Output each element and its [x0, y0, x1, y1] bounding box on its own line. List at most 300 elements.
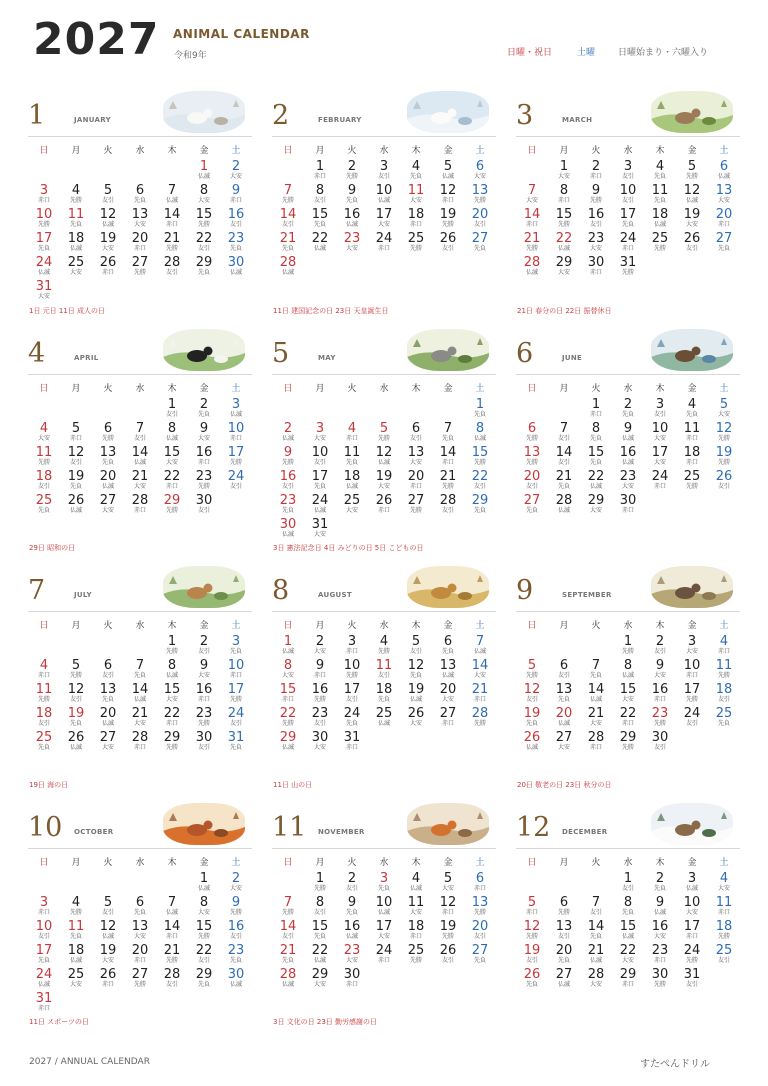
day-number: 24 — [375, 231, 393, 246]
day-cell — [400, 657, 432, 681]
rokuyo-label: 仏滅 — [557, 981, 570, 988]
day-cell — [548, 420, 580, 444]
day-cell — [368, 158, 400, 182]
day-number: 4 — [719, 871, 729, 886]
day-cell — [644, 633, 676, 657]
day-number: 24 — [227, 469, 245, 484]
rokuyo-label: 赤口 — [345, 744, 358, 751]
month-number: 8 — [272, 575, 290, 606]
rokuyo-label: 大安 — [133, 221, 146, 228]
rokuyo-label: 赤口 — [37, 909, 50, 916]
panda-illustration — [163, 329, 245, 371]
month-header — [516, 569, 740, 612]
day-cell — [336, 182, 368, 206]
day-cell — [28, 966, 60, 990]
day-number: 30 — [279, 517, 297, 532]
weekday-label: 水 — [135, 146, 145, 156]
month-february — [272, 94, 496, 278]
day-number: 19 — [67, 706, 85, 721]
rokuyo-label: 大安 — [377, 221, 390, 228]
day-cell — [580, 681, 612, 705]
rokuyo-label: 友引 — [717, 696, 730, 703]
day-cell — [400, 158, 432, 182]
day-cell — [400, 942, 432, 966]
day-cell — [676, 444, 708, 468]
weekday-label: 月 — [315, 858, 325, 868]
day-cell — [580, 254, 612, 278]
day-cell — [60, 681, 92, 705]
rokuyo-label: 大安 — [409, 459, 422, 466]
day-number: 15 — [619, 682, 637, 697]
rokuyo-label: 仏滅 — [281, 531, 294, 538]
rokuyo-label: 赤口 — [197, 696, 210, 703]
rokuyo-label: 先勝 — [313, 885, 326, 892]
rokuyo-label: 友引 — [525, 696, 538, 703]
rokuyo-label: 大安 — [197, 435, 210, 442]
rokuyo-label: 赤口 — [345, 648, 358, 655]
day-cell — [708, 444, 740, 468]
weekday-label: 日 — [39, 146, 49, 156]
day-number: 16 — [343, 919, 361, 934]
rokuyo-label: 大安 — [589, 507, 602, 514]
weekday-label: 水 — [623, 858, 633, 868]
rokuyo-label: 先負 — [589, 435, 602, 442]
rokuyo-label: 仏滅 — [165, 197, 178, 204]
day-number: 22 — [163, 469, 181, 484]
day-cell — [188, 918, 220, 942]
day-cell — [92, 492, 124, 516]
day-number: 29 — [619, 967, 637, 982]
rokuyo-label: 先負 — [717, 720, 730, 727]
rokuyo-label: 先勝 — [165, 507, 178, 514]
day-number: 15 — [195, 919, 213, 934]
rokuyo-label: 大安 — [197, 909, 210, 916]
rokuyo-label: 大安 — [345, 957, 358, 964]
rokuyo-label: 友引 — [717, 957, 730, 964]
day-cell — [336, 206, 368, 230]
day-number: 17 — [619, 207, 637, 222]
lion-illustration — [407, 566, 489, 608]
month-september — [516, 569, 740, 753]
day-cell — [464, 681, 496, 705]
rokuyo-label: 赤口 — [621, 720, 634, 727]
day-cell — [156, 396, 188, 420]
day-cell — [188, 158, 220, 182]
day-cell — [156, 894, 188, 918]
day-cell — [220, 681, 252, 705]
day-number: 10 — [683, 895, 701, 910]
month-name: JUNE — [562, 354, 583, 362]
rokuyo-label: 先負 — [557, 696, 570, 703]
weekday-label: 月 — [315, 146, 325, 156]
rokuyo-label: 友引 — [229, 720, 242, 727]
day-cell — [336, 633, 368, 657]
rokuyo-label: 赤口 — [229, 672, 242, 679]
day-number: 11 — [375, 658, 393, 673]
day-number: 22 — [471, 469, 489, 484]
day-number: 13 — [131, 207, 149, 222]
weekday-label: 土 — [719, 384, 729, 394]
day-cell — [644, 966, 676, 990]
rokuyo-label: 仏滅 — [165, 909, 178, 916]
rokuyo-label: 仏滅 — [589, 696, 602, 703]
weekday-label: 火 — [347, 858, 357, 868]
day-number: 1 — [199, 871, 209, 886]
weekday-label: 月 — [559, 621, 569, 631]
empty-cell — [124, 633, 156, 657]
empty-cell — [516, 158, 548, 182]
weekday-label: 火 — [591, 621, 601, 631]
rokuyo-label: 先負 — [281, 245, 294, 252]
day-cell — [272, 516, 304, 540]
day-cell — [336, 158, 368, 182]
day-number: 7 — [475, 634, 485, 649]
rokuyo-label: 仏滅 — [525, 269, 538, 276]
day-number: 28 — [279, 255, 297, 270]
rokuyo-label: 先負 — [69, 483, 82, 490]
day-number: 4 — [71, 183, 81, 198]
day-number: 19 — [99, 231, 117, 246]
rokuyo-label: 大安 — [653, 435, 666, 442]
rokuyo-label: 仏滅 — [557, 245, 570, 252]
day-number: 15 — [587, 445, 605, 460]
rokuyo-label: 先勝 — [281, 459, 294, 466]
rokuyo-label: 大安 — [229, 885, 242, 892]
day-cell — [708, 206, 740, 230]
month-header — [272, 806, 496, 849]
rokuyo-label: 仏滅 — [197, 885, 210, 892]
day-cell — [336, 468, 368, 492]
rokuyo-label: 大安 — [313, 648, 326, 655]
weekday-label: 日 — [39, 384, 49, 394]
day-number: 22 — [555, 231, 573, 246]
weekday-label: 金 — [199, 621, 209, 631]
day-cell — [516, 918, 548, 942]
day-cell — [272, 729, 304, 753]
day-cell — [548, 468, 580, 492]
day-number: 27 — [131, 255, 149, 270]
rokuyo-label: 大安 — [69, 981, 82, 988]
day-cell — [124, 420, 156, 444]
day-number: 3 — [347, 634, 357, 649]
day-number: 25 — [35, 493, 53, 508]
day-cell — [124, 206, 156, 230]
day-number: 28 — [131, 493, 149, 508]
day-number: 6 — [103, 658, 113, 673]
rokuyo-label: 大安 — [589, 981, 602, 988]
day-cell — [220, 729, 252, 753]
rokuyo-label: 先勝 — [69, 672, 82, 679]
weekday-label: 土 — [719, 858, 729, 868]
day-number: 26 — [67, 493, 85, 508]
day-cell — [708, 420, 740, 444]
day-number: 19 — [523, 943, 541, 958]
day-cell — [432, 492, 464, 516]
day-number: 5 — [443, 871, 453, 886]
month-name: JANUARY — [74, 116, 111, 124]
day-cell — [156, 681, 188, 705]
day-number: 20 — [715, 207, 733, 222]
rokuyo-label: 先負 — [525, 981, 538, 988]
weekday-label: 月 — [559, 858, 569, 868]
day-number: 19 — [439, 207, 457, 222]
day-number: 18 — [407, 919, 425, 934]
day-number: 21 — [439, 469, 457, 484]
weekday-label: 金 — [199, 146, 209, 156]
rokuyo-label: 大安 — [621, 957, 634, 964]
day-cell — [28, 990, 60, 1014]
day-cell — [124, 468, 156, 492]
rokuyo-label: 先負 — [313, 933, 326, 940]
rokuyo-label: 友引 — [409, 648, 422, 655]
month-header — [516, 94, 740, 137]
day-cell — [676, 870, 708, 894]
rokuyo-label: 先負 — [37, 245, 50, 252]
day-number: 19 — [407, 682, 425, 697]
day-number: 8 — [315, 183, 325, 198]
rokuyo-label: 先勝 — [229, 459, 242, 466]
rokuyo-label: 大安 — [653, 672, 666, 679]
day-number: 4 — [411, 871, 421, 886]
rokuyo-label: 仏滅 — [197, 173, 210, 180]
rokuyo-label: 仏滅 — [377, 720, 390, 727]
day-number: 14 — [163, 207, 181, 222]
rokuyo-label: 赤口 — [313, 672, 326, 679]
weekday-label: 金 — [687, 384, 697, 394]
day-number: 23 — [227, 231, 245, 246]
rokuyo-label: 赤口 — [101, 981, 114, 988]
day-number: 25 — [375, 706, 393, 721]
hedgehog-illustration — [651, 566, 733, 608]
rokuyo-label: 大安 — [409, 720, 422, 727]
rokuyo-label: 先勝 — [409, 957, 422, 964]
day-number: 18 — [715, 919, 733, 934]
day-number: 9 — [231, 183, 241, 198]
day-number: 20 — [555, 706, 573, 721]
day-grid — [516, 396, 740, 516]
day-cell — [612, 468, 644, 492]
day-number: 3 — [379, 871, 389, 886]
day-number: 4 — [379, 634, 389, 649]
rokuyo-label: 先勝 — [557, 909, 570, 916]
rokuyo-label: 先勝 — [473, 197, 486, 204]
day-cell — [28, 729, 60, 753]
day-cell — [464, 705, 496, 729]
day-cell — [124, 444, 156, 468]
rokuyo-label: 先負 — [197, 981, 210, 988]
rokuyo-label: 大安 — [313, 981, 326, 988]
day-number: 4 — [687, 397, 697, 412]
day-number: 15 — [163, 682, 181, 697]
day-cell — [272, 894, 304, 918]
rokuyo-label: 赤口 — [37, 197, 50, 204]
weekday-label: 金 — [199, 384, 209, 394]
day-cell — [124, 681, 156, 705]
rokuyo-label: 先勝 — [133, 269, 146, 276]
month-march — [516, 94, 740, 278]
rokuyo-label: 先勝 — [229, 909, 242, 916]
rokuyo-label: 仏滅 — [101, 720, 114, 727]
day-number: 10 — [375, 895, 393, 910]
rokuyo-label: 友引 — [557, 459, 570, 466]
day-cell — [336, 420, 368, 444]
day-cell — [336, 894, 368, 918]
rokuyo-label: 大安 — [685, 648, 698, 655]
weekday-header — [28, 381, 252, 394]
rokuyo-label: 先負 — [441, 648, 454, 655]
day-cell — [220, 705, 252, 729]
day-number: 12 — [375, 445, 393, 460]
rokuyo-label: 赤口 — [165, 221, 178, 228]
day-cell — [336, 966, 368, 990]
rokuyo-label: 友引 — [313, 720, 326, 727]
weekday-label: 金 — [687, 621, 697, 631]
day-number: 18 — [67, 943, 85, 958]
day-number: 13 — [439, 658, 457, 673]
day-number: 28 — [279, 967, 297, 982]
rokuyo-label: 大安 — [377, 933, 390, 940]
day-cell — [464, 633, 496, 657]
day-number: 26 — [407, 706, 425, 721]
day-number: 19 — [439, 919, 457, 934]
day-number: 5 — [527, 658, 537, 673]
fox-illustration — [407, 803, 489, 845]
day-cell — [432, 870, 464, 894]
day-cell — [304, 182, 336, 206]
rokuyo-label: 友引 — [653, 744, 666, 751]
day-cell — [400, 230, 432, 254]
day-number: 12 — [523, 682, 541, 697]
day-number: 18 — [651, 207, 669, 222]
day-number: 13 — [99, 445, 117, 460]
day-number: 2 — [347, 159, 357, 174]
rokuyo-label: 友引 — [525, 957, 538, 964]
weekday-label: 日 — [283, 621, 293, 631]
day-cell — [548, 158, 580, 182]
day-number: 23 — [651, 706, 669, 721]
day-number: 15 — [163, 445, 181, 460]
month-november — [272, 806, 496, 990]
weekday-label: 日 — [283, 146, 293, 156]
day-cell — [220, 966, 252, 990]
rokuyo-label: 先勝 — [441, 933, 454, 940]
rokuyo-label: 先勝 — [69, 197, 82, 204]
rokuyo-label: 先負 — [589, 933, 602, 940]
rokuyo-label: 仏滅 — [69, 507, 82, 514]
day-cell — [580, 966, 612, 990]
rokuyo-label: 赤口 — [377, 245, 390, 252]
day-number: 30 — [195, 730, 213, 745]
calendar-title: ANIMAL CALENDAR — [173, 27, 310, 41]
day-number: 18 — [715, 682, 733, 697]
rokuyo-label: 先勝 — [165, 957, 178, 964]
day-number: 25 — [715, 943, 733, 958]
rokuyo-label: 赤口 — [441, 197, 454, 204]
day-cell — [580, 492, 612, 516]
day-number: 4 — [39, 658, 49, 673]
day-cell — [156, 633, 188, 657]
day-number: 9 — [199, 658, 209, 673]
holiday-note: 29日 昭和の日 — [29, 544, 76, 552]
rokuyo-label: 仏滅 — [165, 435, 178, 442]
rokuyo-label: 先負 — [717, 245, 730, 252]
elephant-illustration — [407, 329, 489, 371]
rokuyo-label: 先勝 — [165, 245, 178, 252]
weekday-label: 金 — [687, 858, 697, 868]
weekday-label: 木 — [655, 146, 665, 156]
rokuyo-label: 大安 — [133, 720, 146, 727]
day-number: 28 — [163, 967, 181, 982]
day-number: 17 — [227, 682, 245, 697]
day-number: 3 — [687, 871, 697, 886]
day-cell — [432, 468, 464, 492]
weekday-label: 金 — [443, 621, 453, 631]
rokuyo-label: 先勝 — [409, 507, 422, 514]
day-number: 12 — [67, 445, 85, 460]
day-number: 11 — [407, 183, 425, 198]
rokuyo-label: 先勝 — [197, 933, 210, 940]
day-number: 25 — [715, 706, 733, 721]
day-cell — [28, 657, 60, 681]
day-number: 24 — [227, 706, 245, 721]
rokuyo-label: 先負 — [133, 909, 146, 916]
day-cell — [676, 633, 708, 657]
weekday-label: 土 — [475, 621, 485, 631]
rokuyo-label: 大安 — [345, 507, 358, 514]
rokuyo-label: 大安 — [557, 173, 570, 180]
rokuyo-label: 仏滅 — [101, 933, 114, 940]
rokuyo-label: 友引 — [69, 696, 82, 703]
day-number: 13 — [715, 183, 733, 198]
day-number: 14 — [523, 207, 541, 222]
rokuyo-label: 赤口 — [409, 483, 422, 490]
day-cell — [464, 158, 496, 182]
rokuyo-label: 赤口 — [717, 909, 730, 916]
rokuyo-label: 友引 — [313, 909, 326, 916]
weekday-label: 水 — [135, 384, 145, 394]
empty-cell — [28, 158, 60, 182]
day-cell — [60, 492, 92, 516]
empty-cell — [28, 633, 60, 657]
day-grid — [28, 396, 252, 516]
day-number: 10 — [35, 207, 53, 222]
rokuyo-label: 大安 — [685, 221, 698, 228]
day-number: 3 — [687, 634, 697, 649]
rokuyo-label: 仏滅 — [229, 981, 242, 988]
rokuyo-label: 仏滅 — [313, 507, 326, 514]
month-october — [28, 806, 252, 1014]
weekday-header — [272, 143, 496, 156]
day-number: 18 — [35, 706, 53, 721]
day-cell — [92, 705, 124, 729]
day-cell — [708, 942, 740, 966]
day-number: 23 — [279, 493, 297, 508]
rokuyo-label: 赤口 — [133, 744, 146, 751]
day-cell — [92, 942, 124, 966]
day-number: 7 — [135, 658, 145, 673]
day-number: 3 — [231, 634, 241, 649]
day-number: 8 — [167, 421, 177, 436]
rabbit-illustration — [651, 91, 733, 133]
day-number: 1 — [475, 397, 485, 412]
rokuyo-label: 仏滅 — [685, 885, 698, 892]
day-cell — [188, 206, 220, 230]
rokuyo-label: 大安 — [557, 744, 570, 751]
rokuyo-label: 友引 — [685, 981, 698, 988]
day-number: 11 — [715, 895, 733, 910]
day-number: 16 — [311, 682, 329, 697]
day-cell — [304, 894, 336, 918]
